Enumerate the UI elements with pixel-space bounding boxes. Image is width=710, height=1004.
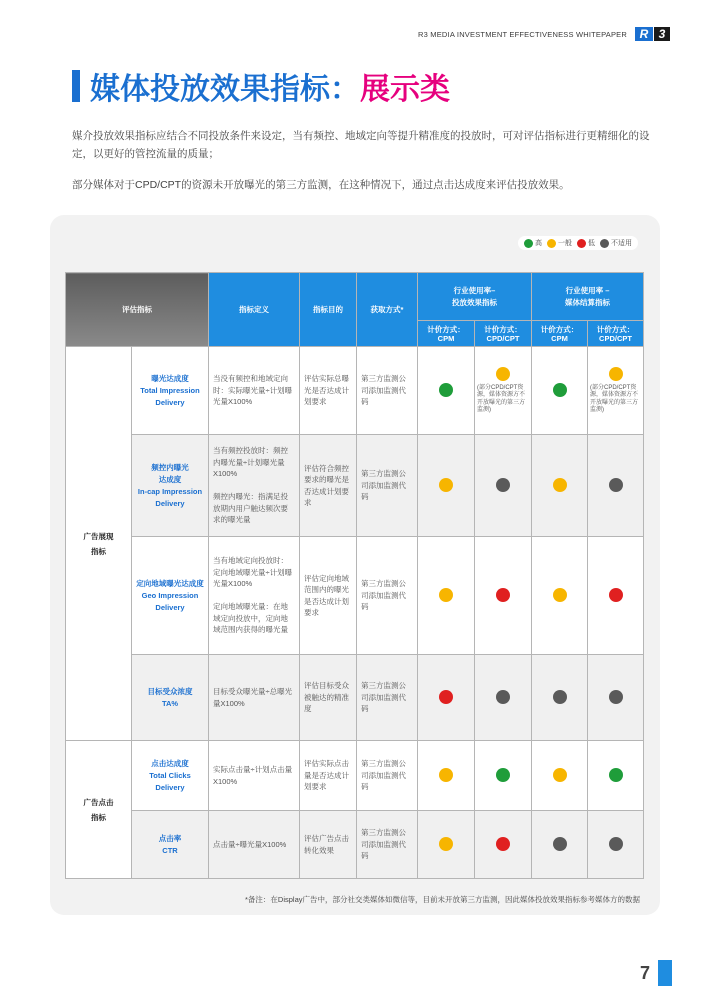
legend-label: 一般 bbox=[558, 240, 572, 247]
subheader-cpm: 计价方式： CPM bbox=[532, 321, 588, 347]
rating-cell bbox=[532, 347, 588, 435]
title-accent-bar bbox=[72, 70, 80, 102]
rating-cell bbox=[418, 655, 475, 741]
header-definition: 指标定义 bbox=[209, 273, 300, 347]
page-title bbox=[72, 66, 450, 106]
legend-item-high bbox=[524, 238, 542, 248]
metric-name: 点击率 CTR bbox=[132, 811, 209, 879]
header-industry: 行业使用率– 投放效果指标 bbox=[418, 273, 532, 321]
table-row bbox=[66, 537, 644, 655]
r3-logo bbox=[635, 26, 670, 42]
metric-purpose: 评估符合频控要求的曝光是否达成计划要求 bbox=[300, 435, 357, 537]
subheader-cpm: 计价方式： CPM bbox=[418, 321, 475, 347]
rating-cell bbox=[475, 655, 532, 741]
rating-cell bbox=[532, 741, 588, 811]
header-media: 行业使用率 – 媒体结算指标 bbox=[532, 273, 644, 321]
legend bbox=[518, 236, 638, 250]
metric-name: 目标受众浓度 TA% bbox=[132, 655, 209, 741]
title-highlight: 展示类 bbox=[360, 73, 450, 106]
rating-dot-icon bbox=[439, 690, 453, 704]
rating-cell bbox=[418, 537, 475, 655]
rating-dot-icon bbox=[553, 478, 567, 492]
page-number bbox=[640, 960, 672, 986]
rating-cell bbox=[588, 435, 644, 537]
legend-item-low bbox=[577, 238, 595, 248]
metric-definition: 当没有频控和地域定向时：实际曝光量÷计划曝光量X100% bbox=[209, 347, 300, 435]
rating-cell bbox=[588, 741, 644, 811]
category-display: 广告展现 指标 bbox=[66, 347, 132, 741]
metric-name: 频控内曝光 达成度 In-cap Impression Delivery bbox=[132, 435, 209, 537]
rating-dot-icon bbox=[496, 837, 510, 851]
rating-cell bbox=[475, 435, 532, 537]
table-row bbox=[66, 655, 644, 741]
metric-purpose: 评估实际总曝光是否达成计划要求 bbox=[300, 347, 357, 435]
legend-dot-medium-icon bbox=[547, 239, 556, 248]
metric-definition: 当有地域定向投放时：定向地域曝光量÷计划曝光量X100% 定向地域曝光量：在地域定向投放中，定向地域范围内获得的曝光量 bbox=[209, 537, 300, 655]
legend-item-medium bbox=[547, 238, 572, 248]
header-method: 获取方式* bbox=[357, 273, 418, 347]
rating-cell bbox=[588, 537, 644, 655]
rating-cell bbox=[588, 347, 644, 435]
rating-dot-icon bbox=[553, 837, 567, 851]
table-row bbox=[66, 741, 644, 811]
rating-dot-icon bbox=[553, 383, 567, 397]
rating-cell bbox=[475, 347, 532, 435]
rating-dot-icon bbox=[439, 383, 453, 397]
rating-cell bbox=[418, 741, 475, 811]
metric-definition: 当有频控投放时：频控内曝光量÷计划曝光量X100% 频控内曝光：指满足投放期内用户触达频次要求的曝光量 bbox=[209, 435, 300, 537]
rating-dot-icon bbox=[439, 478, 453, 492]
page-number-text: 7 bbox=[639, 962, 650, 983]
metric-name: 定向地域曝光达成度 Geo Impression Delivery bbox=[132, 537, 209, 655]
legend-label: 高 bbox=[535, 240, 542, 247]
rating-cell bbox=[475, 811, 532, 879]
rating-cell bbox=[532, 435, 588, 537]
rating-dot-icon bbox=[609, 478, 623, 492]
rating-dot-icon bbox=[609, 367, 623, 381]
rating-cell bbox=[588, 811, 644, 879]
cpd-paragraph: 部分媒体对于CPD/CPT的资源未开放曝光的第三方监测，在这种情况下，通过点击达成度来评估投放效果。 bbox=[72, 179, 570, 191]
rating-dot-icon bbox=[609, 588, 623, 602]
metric-method: 第三方监测公司添加监测代码 bbox=[357, 655, 418, 741]
metric-method: 第三方监测公司添加监测代码 bbox=[357, 741, 418, 811]
rating-dot-icon bbox=[609, 690, 623, 704]
rating-note: (部分CPD/CPT资源，媒体资源方不开放曝光的第三方监测) bbox=[590, 384, 639, 413]
metric-name: 曝光达成度 Total Impression Delivery bbox=[132, 347, 209, 435]
metric-purpose: 评估实际点击量是否达成计划要求 bbox=[300, 741, 357, 811]
rating-dot-icon bbox=[553, 690, 567, 704]
rating-dot-icon bbox=[496, 367, 510, 381]
rating-cell bbox=[418, 435, 475, 537]
rating-cell bbox=[532, 655, 588, 741]
metric-name: 点击达成度 Total Clicks Delivery bbox=[132, 741, 209, 811]
metric-method: 第三方监测公司添加监测代码 bbox=[357, 537, 418, 655]
rating-dot-icon bbox=[496, 478, 510, 492]
metric-purpose: 评估定向地域范围内的曝光是否达成计划要求 bbox=[300, 537, 357, 655]
rating-cell bbox=[418, 811, 475, 879]
rating-dot-icon bbox=[496, 768, 510, 782]
rating-dot-icon bbox=[609, 768, 623, 782]
legend-label: 不适用 bbox=[611, 240, 632, 247]
logo-r: R bbox=[635, 27, 653, 41]
metric-definition: 实际点击量÷计划点击量X100% bbox=[209, 741, 300, 811]
rating-dot-icon bbox=[439, 768, 453, 782]
rating-dot-icon bbox=[439, 588, 453, 602]
legend-dot-low-icon bbox=[577, 239, 586, 248]
logo-3: 3 bbox=[654, 27, 670, 41]
header-purpose: 指标目的 bbox=[300, 273, 357, 347]
rating-dot-icon bbox=[553, 588, 567, 602]
subheader-cpd: 计价方式： CPD/CPT bbox=[475, 321, 532, 347]
table-row bbox=[66, 811, 644, 879]
page-header bbox=[418, 26, 670, 42]
metric-method: 第三方监测公司添加监测代码 bbox=[357, 435, 418, 537]
legend-dot-na-icon bbox=[600, 239, 609, 248]
rating-cell bbox=[475, 537, 532, 655]
metric-purpose: 评估广告点击转化效果 bbox=[300, 811, 357, 879]
table-row bbox=[66, 435, 644, 537]
metric-definition: 点击量÷曝光量X100% bbox=[209, 811, 300, 879]
header-eval: 评估指标 bbox=[66, 273, 209, 347]
metric-definition: 目标受众曝光量÷总曝光量X100% bbox=[209, 655, 300, 741]
rating-dot-icon bbox=[496, 588, 510, 602]
rating-cell bbox=[532, 811, 588, 879]
page-accent-bar bbox=[658, 960, 672, 986]
metric-method: 第三方监测公司添加监测代码 bbox=[357, 811, 418, 879]
rating-cell bbox=[588, 655, 644, 741]
legend-dot-high-icon bbox=[524, 239, 533, 248]
rating-dot-icon bbox=[609, 837, 623, 851]
legend-item-na bbox=[600, 238, 632, 248]
intro-paragraph: 媒介投放效果指标应结合不同投放条件来设定，当有频控、地域定向等提升精准度的投放时，可对评估指标进行更精细化的设定，以更好的管控流量的质量； bbox=[72, 130, 650, 160]
category-click: 广告点击 指标 bbox=[66, 741, 132, 879]
metric-purpose: 评估目标受众被触达的精准度 bbox=[300, 655, 357, 741]
header-text: R3 MEDIA INVESTMENT EFFECTIVENESS WHITEPAPER bbox=[418, 29, 627, 39]
rating-cell bbox=[475, 741, 532, 811]
rating-cell bbox=[532, 537, 588, 655]
rating-dot-icon bbox=[553, 768, 567, 782]
table-row bbox=[66, 347, 644, 435]
metrics-table bbox=[65, 272, 644, 879]
legend-label: 低 bbox=[588, 240, 595, 247]
title-main: 媒体投放效果指标： bbox=[90, 73, 360, 106]
metric-method: 第三方监测公司添加监测代码 bbox=[357, 347, 418, 435]
rating-dot-icon bbox=[439, 837, 453, 851]
footnote: *备注：在Display广告中，部分社交类媒体如微信等，目前未开放第三方监测，因此媒体投放效果指标参考媒体方的数据 bbox=[244, 895, 640, 904]
subheader-cpd: 计价方式： CPD/CPT bbox=[588, 321, 644, 347]
rating-cell bbox=[418, 347, 475, 435]
rating-dot-icon bbox=[496, 690, 510, 704]
rating-note: (部分CPD/CPT资源，媒体资源方不开放曝光的第三方监测) bbox=[477, 384, 526, 413]
